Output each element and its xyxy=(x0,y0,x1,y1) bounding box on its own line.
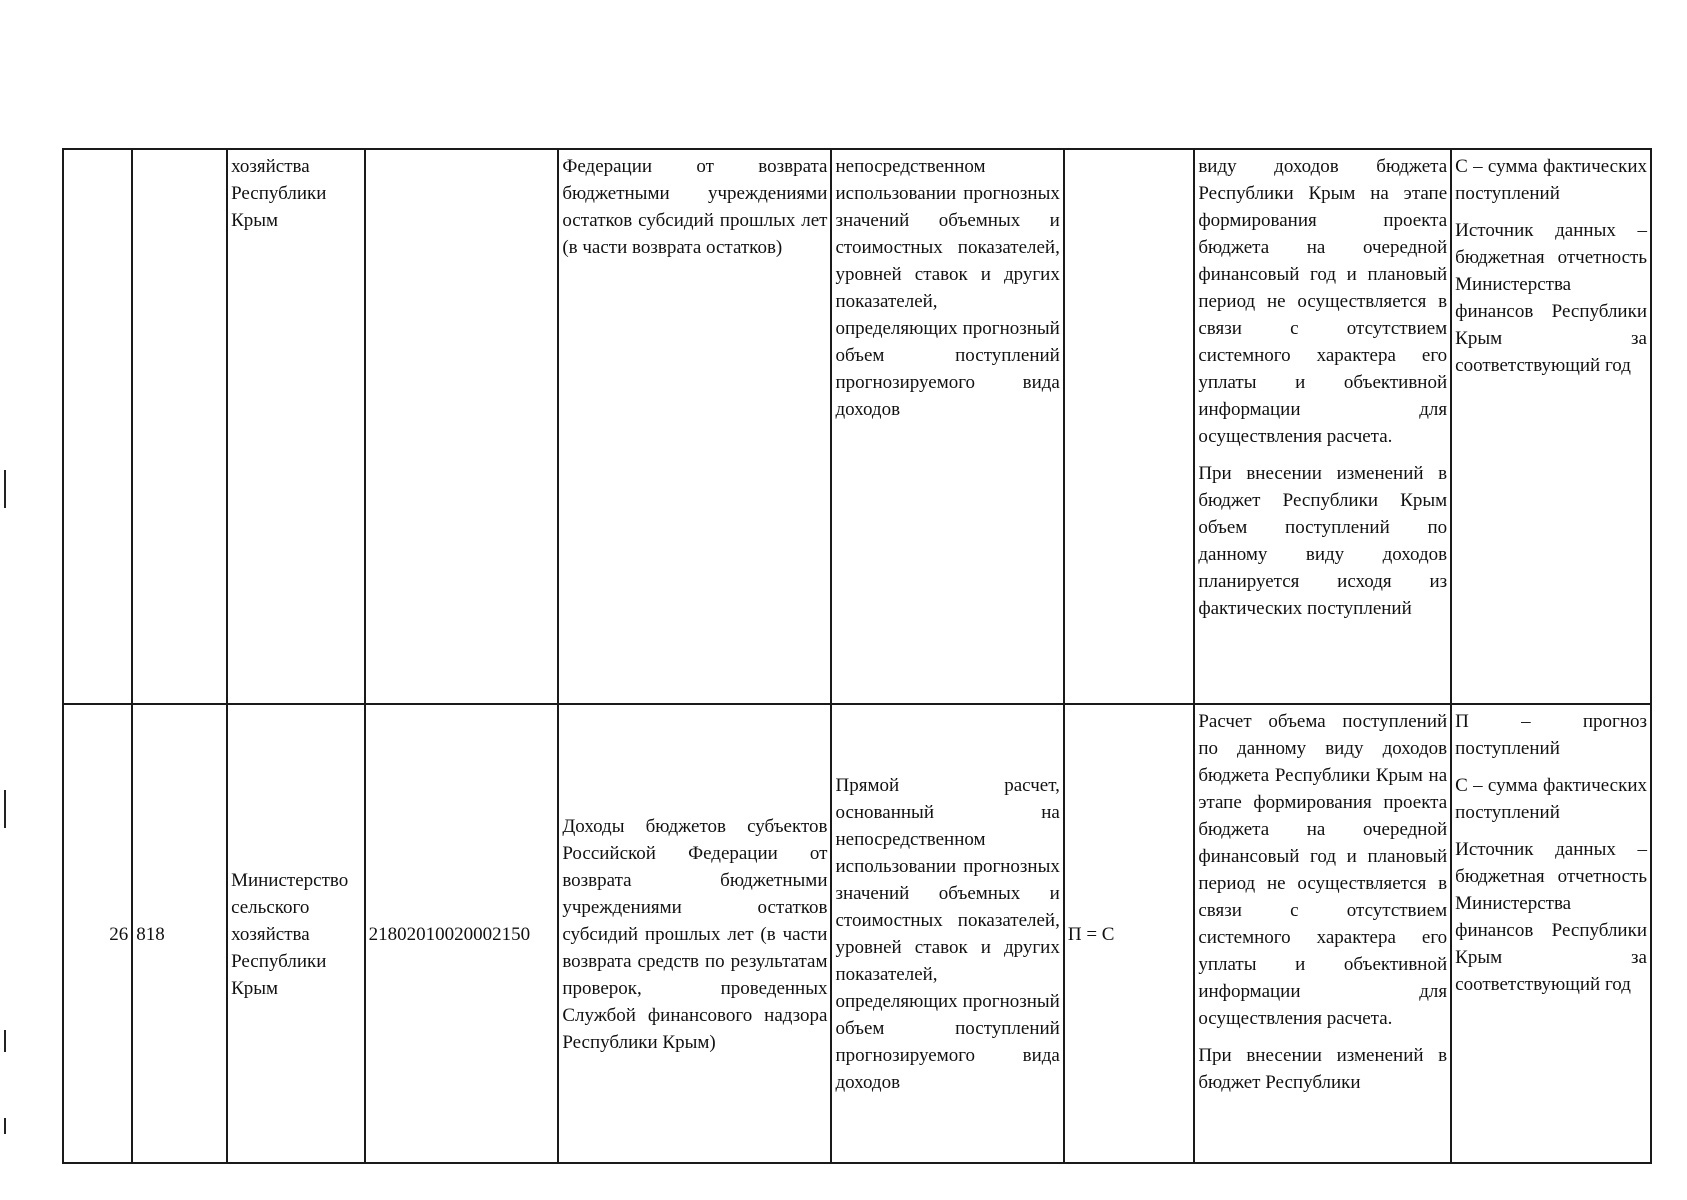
margin-mark xyxy=(4,790,6,828)
kbk-cell xyxy=(365,149,559,704)
table-row xyxy=(63,704,1651,1163)
algorithm-paragraph: При внесении изменений в бюджет Республики Крым объем поступлений по данному виду доходов планируется исходя из фактических поступлений xyxy=(1198,463,1448,619)
method-cell: Прямой расчет, основанный на непосредственном использовании прогнозных значений объемных и стоимостных показателей, уровней ставок и других показателей, определяющих прогнозный объем поступлений прогнозируемого вида доходов xyxy=(831,704,1063,1163)
income-name-cell: Федерации от возврата бюджетными учреждениями остатков субсидий прошлых лет (в части возврата остатков) xyxy=(558,149,831,704)
margin-mark xyxy=(4,470,6,508)
row-number-cell: 26 xyxy=(63,704,132,1163)
row-number-cell xyxy=(63,149,132,704)
table-row xyxy=(63,149,1651,704)
algorithm-paragraph: Расчет объема поступлений по данному виду доходов бюджета Республики Крым на этапе формирования проекта бюджета на очередной финансовый год и плановый период не осуществляется в связи с отсутствием системного характера его уплаты и объективной информации для осуществления расчета. xyxy=(1198,711,1448,1029)
margin-mark xyxy=(4,1118,6,1134)
legend-paragraph: С – сумма фактических поступлений xyxy=(1455,775,1647,823)
formula-cell: П = С xyxy=(1064,704,1194,1163)
legend-paragraph: С – сумма фактических поступлений xyxy=(1455,156,1647,204)
formula-cell xyxy=(1064,149,1194,704)
legend-cell xyxy=(1451,704,1651,1163)
admin-code-cell xyxy=(132,149,227,704)
income-name-cell: Доходы бюджетов субъектов Российской Федерации от возврата бюджетными учреждениями остатков субсидий прошлых лет (в части возврата средств по результатам проверок, проведенных Службой финансового надзора Республики Крым) xyxy=(558,704,831,1163)
margin-mark xyxy=(4,1030,6,1052)
legend-cell xyxy=(1451,149,1651,704)
legend-paragraph: Источник данных – бюджетная отчетность Министерства финансов Республики Крым за соответствующий год xyxy=(1455,839,1647,995)
admin-name-cell: Министерство сельского хозяйства Республики Крым xyxy=(227,704,365,1163)
legend-paragraph: П – прогноз поступлений xyxy=(1455,711,1647,759)
income-forecast-table xyxy=(62,148,1652,1164)
kbk-cell: 21802010020002150 xyxy=(365,704,559,1163)
admin-code-cell: 818 xyxy=(132,704,227,1163)
legend-paragraph: Источник данных – бюджетная отчетность Министерства финансов Республики Крым за соответствующий год xyxy=(1455,220,1647,376)
algorithm-cell xyxy=(1194,704,1451,1163)
algorithm-cell xyxy=(1194,149,1451,704)
algorithm-paragraph: При внесении изменений в бюджет Республики xyxy=(1198,1045,1448,1093)
admin-name-cell: хозяйства Республики Крым xyxy=(227,149,365,704)
algorithm-paragraph: виду доходов бюджета Республики Крым на этапе формирования проекта бюджета на очередной финансовый год и плановый период не осуществляется в связи с отсутствием системного характера его уплаты и объективной информации для осуществления расчета. xyxy=(1198,156,1448,447)
method-cell: непосредственном использовании прогнозных значений объемных и стоимостных показателей, уровней ставок и других показателей, определяющих прогнозный объем поступлений прогнозируемого вида доходов xyxy=(831,149,1063,704)
